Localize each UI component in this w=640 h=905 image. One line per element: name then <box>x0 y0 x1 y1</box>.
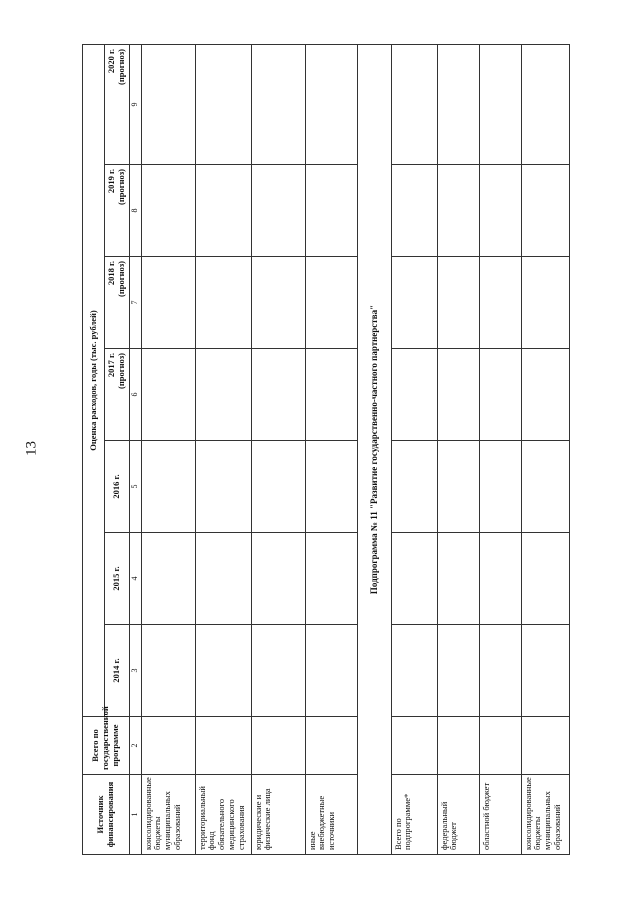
row-source-label: Всего по подпрограмме* <box>391 775 437 855</box>
header-total: Всего по государственной программе <box>83 717 130 775</box>
header-year-2018: 2018 г. (прогноз) <box>105 257 130 349</box>
rotated-table-container <box>82 45 562 855</box>
row-source-label: юридические и физические лица <box>251 775 305 855</box>
header-source: Источник финансирования <box>83 775 130 855</box>
header-year-2019: 2019 г. (прогноз) <box>105 165 130 257</box>
column-number: 2 <box>129 717 141 775</box>
row-source-label: консолидированные бюджеты муниципальных образований <box>141 775 195 855</box>
budget-table <box>82 44 570 855</box>
header-estimate-group: Оценка расходов, годы (тыс. рублей) <box>83 45 105 717</box>
page-number: 13 <box>23 441 40 456</box>
subprogram-title: Подпрограмма № 11 "Развитие государственно-частного партнерства" <box>357 45 391 855</box>
column-number-row <box>129 45 141 855</box>
column-number: 7 <box>129 257 141 349</box>
header-row-1 <box>83 45 105 855</box>
row-source-label: иные внебюджетные источники <box>305 775 357 855</box>
header-year-2020: 2020 г. (прогноз) <box>105 45 130 165</box>
table-row <box>479 45 521 855</box>
column-number: 6 <box>129 349 141 441</box>
row-source-label: областной бюджет <box>479 775 521 855</box>
header-year-2014: 2014 г. <box>105 625 130 717</box>
column-number: 9 <box>129 45 141 165</box>
row-source-label: федеральный бюджет <box>437 775 479 855</box>
table-row <box>437 45 479 855</box>
column-number: 1 <box>129 775 141 855</box>
row-source-label: территориальный фонд обязательного медицинского страхования <box>195 775 251 855</box>
column-number: 3 <box>129 625 141 717</box>
header-year-2016: 2016 г. <box>105 441 130 533</box>
table-row <box>195 45 251 855</box>
header-year-2015: 2015 г. <box>105 533 130 625</box>
table-row <box>521 45 569 855</box>
table-row <box>251 45 305 855</box>
table-row <box>391 45 437 855</box>
column-number: 5 <box>129 441 141 533</box>
table-row <box>141 45 195 855</box>
table-row <box>305 45 357 855</box>
row-source-label: консолидированные бюджеты муниципальных образований <box>521 775 569 855</box>
header-year-2017: 2017 г. (прогноз) <box>105 349 130 441</box>
column-number: 4 <box>129 533 141 625</box>
subprogram-row <box>357 45 391 855</box>
column-number: 8 <box>129 165 141 257</box>
